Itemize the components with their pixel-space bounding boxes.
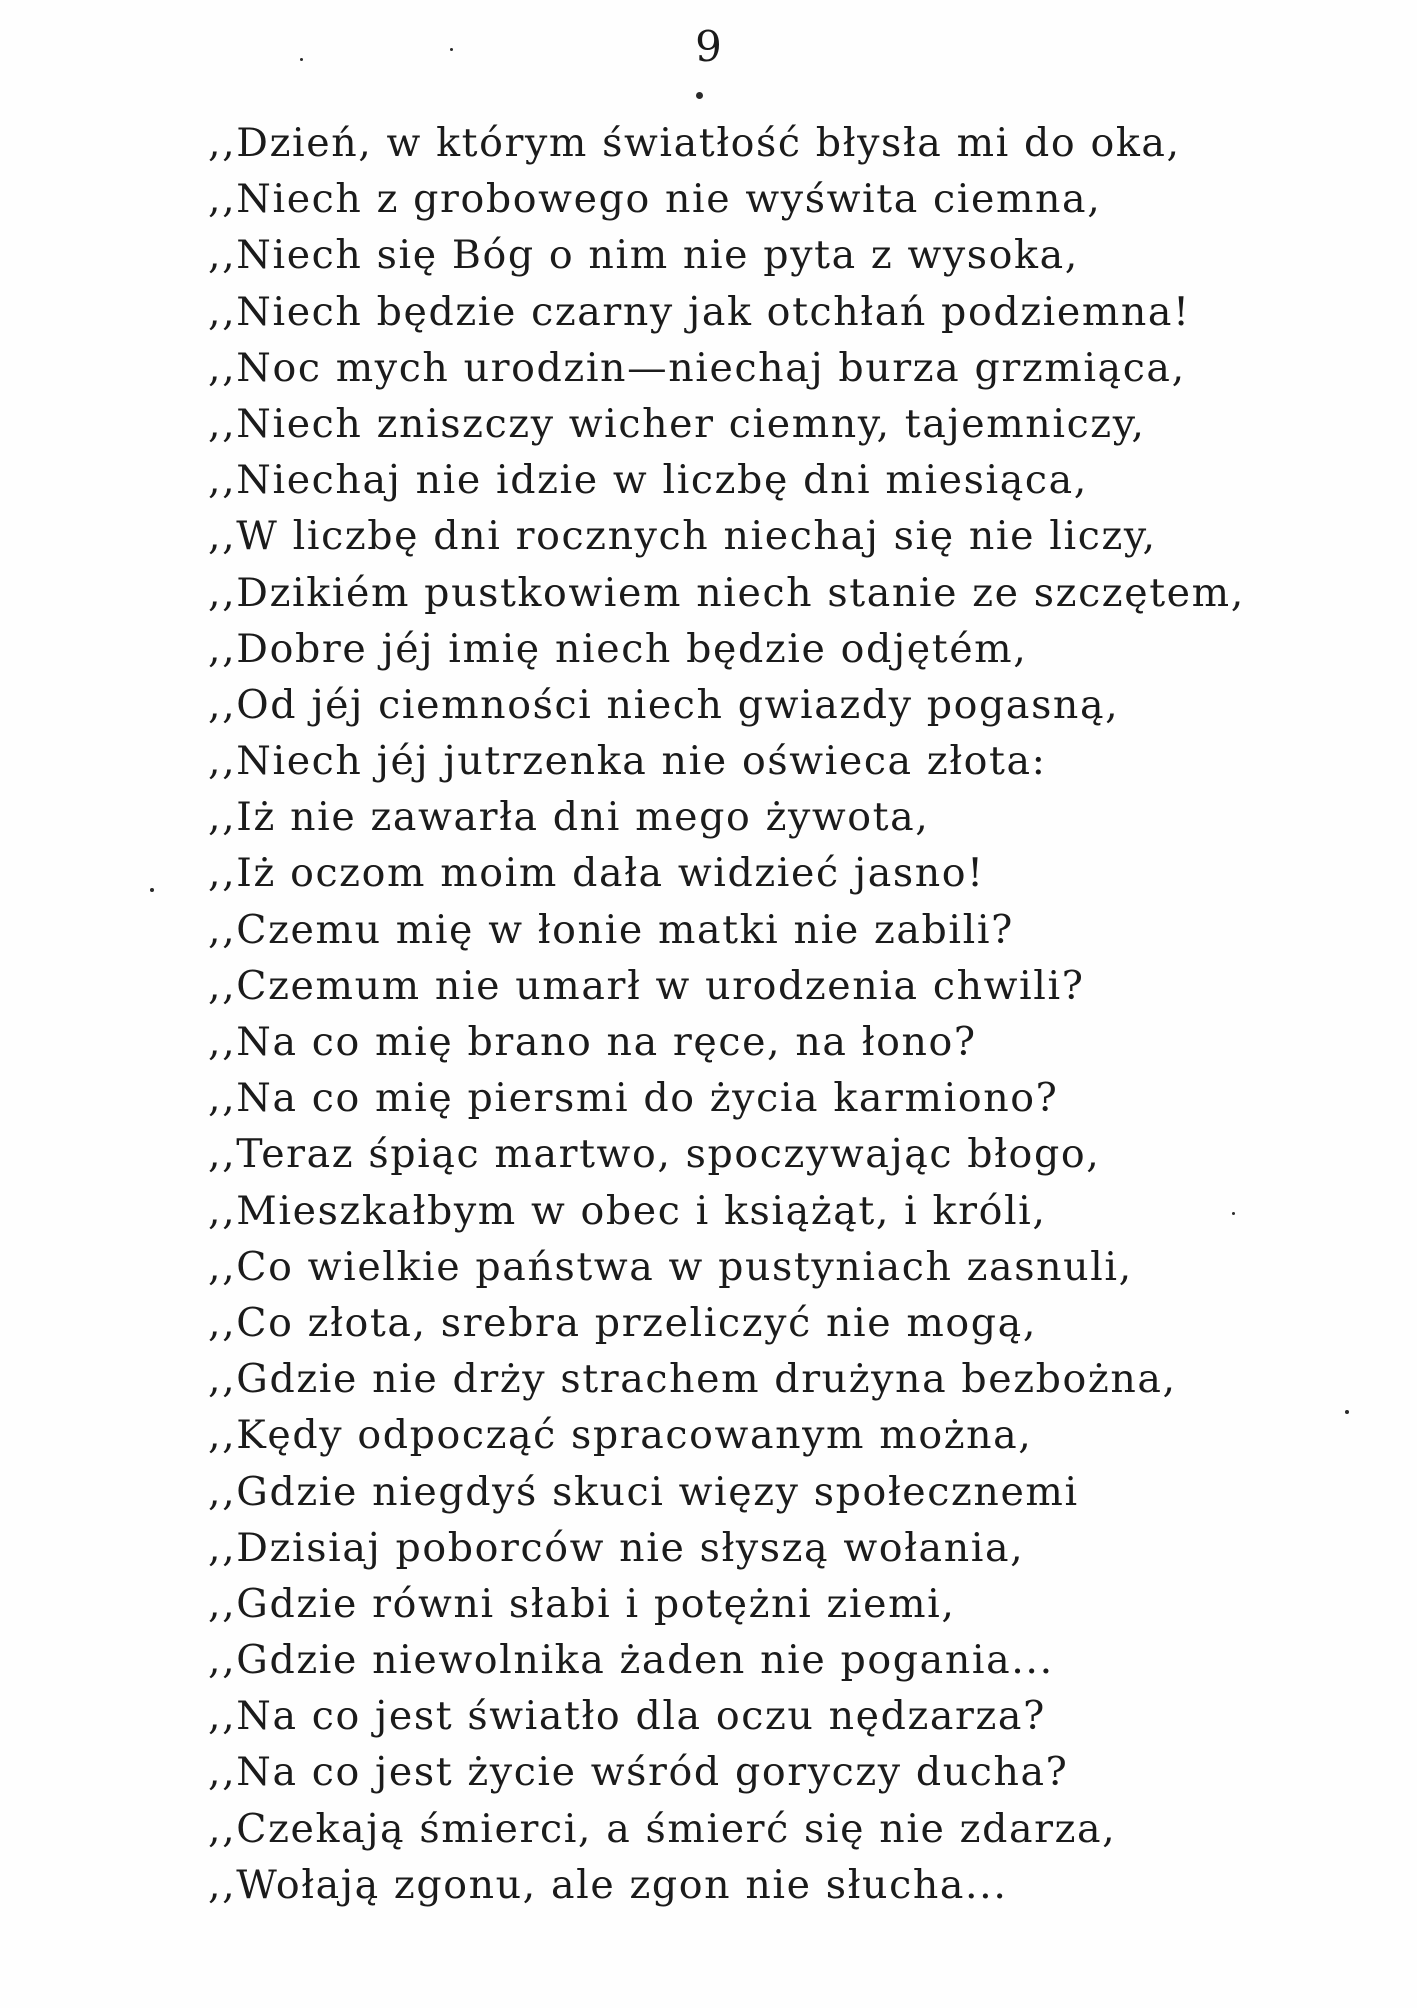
poem-line: ,,Gdzie niegdyś skuci więzy społecznemi (208, 1468, 1079, 1515)
poem-line: ,,Na co jest życie wśród goryczy ducha? (208, 1749, 1069, 1796)
poem-line: ,,Noc mych urodzin—niechaj burza grzmiąca, (208, 344, 1186, 391)
poem-line: ,,Na co jest światło dla oczu nędzarza? (208, 1693, 1046, 1740)
poem-line: ,,Czemum nie umarł w urodzenia chwili? (208, 962, 1085, 1009)
poem-line: ,,Mieszkałbym w obec i książąt, i króli, (208, 1187, 1047, 1234)
poem-line: ,,Iż oczom moim dała widzieć jasno! (208, 850, 985, 897)
poem-line: ,,Teraz śpiąc martwo, spoczywając błogo, (208, 1131, 1101, 1178)
poem-line: ,,Niech się Bóg o nim nie pyta z wysoka, (208, 232, 1079, 279)
poem-line: ,,Niech będzie czarny jak otchłań podziemna! (208, 288, 1191, 335)
poem-line: ,,Niech zniszczy wicher ciemny, tajemniczy, (208, 400, 1146, 447)
poem-line: ,,Co złota, srebra przeliczyć nie mogą, (208, 1299, 1037, 1346)
poem-line: ,,Dzikiém pustkowiem niech stanie ze szczętem, (208, 569, 1245, 616)
poem-line: ,,Na co mię piersmi do życia karmiono? (208, 1075, 1059, 1122)
ink-speck (150, 888, 154, 892)
ink-speck (450, 48, 453, 51)
poem-line: ,,Niechaj nie idzie w liczbę dni miesiąca, (208, 457, 1088, 504)
poem-line: ,,Od jéj ciemności niech gwiazdy pogasną, (208, 681, 1120, 728)
poem-line: ,,Kędy odpocząć spracowanym można, (208, 1412, 1033, 1459)
poem-line: ,,Czemu mię w łonie matki nie zabili? (208, 906, 1014, 953)
ink-speck (696, 92, 703, 99)
poem-line: ,,Niech z grobowego nie wyświta ciemna, (208, 176, 1102, 223)
poem-text (208, 115, 1358, 1913)
poem-line: ,,Gdzie równi słabi i potężni ziemi, (208, 1580, 956, 1627)
poem-line: ,,Gdzie nie drży strachem drużyna bezbożna, (208, 1356, 1177, 1403)
poem-line: ,,W liczbę dni rocznych niechaj się nie liczy, (208, 513, 1157, 560)
poem-line: ,,Na co mię brano na ręce, na łono? (208, 1019, 977, 1065)
poem-line: ,,Co wielkie państwa w pustyniach zasnuli, (208, 1243, 1133, 1290)
page-number: 9 (695, 22, 722, 71)
poem-line: ,,Gdzie niewolnika żaden nie pogania... (208, 1637, 1054, 1684)
poem-line: ,,Wołają zgonu, ale zgon nie słucha... (208, 1861, 1008, 1908)
poem-line: ,,Dobre jéj imię niech będzie odjętém, (208, 625, 1028, 672)
poem-line: ,,Dzisiaj poborców nie słyszą wołania, (208, 1524, 1025, 1571)
poem-line: ,,Dzień, w którym światłość błysła mi do oka, (208, 120, 1181, 166)
poem-line: ,,Niech jéj jutrzenka nie oświeca złota: (208, 738, 1047, 785)
ink-speck (300, 58, 303, 61)
poem-line: ,,Iż nie zawarła dni mego żywota, (208, 794, 930, 841)
poem-line: ,,Czekają śmierci, a śmierć się nie zdarza, (208, 1805, 1117, 1852)
